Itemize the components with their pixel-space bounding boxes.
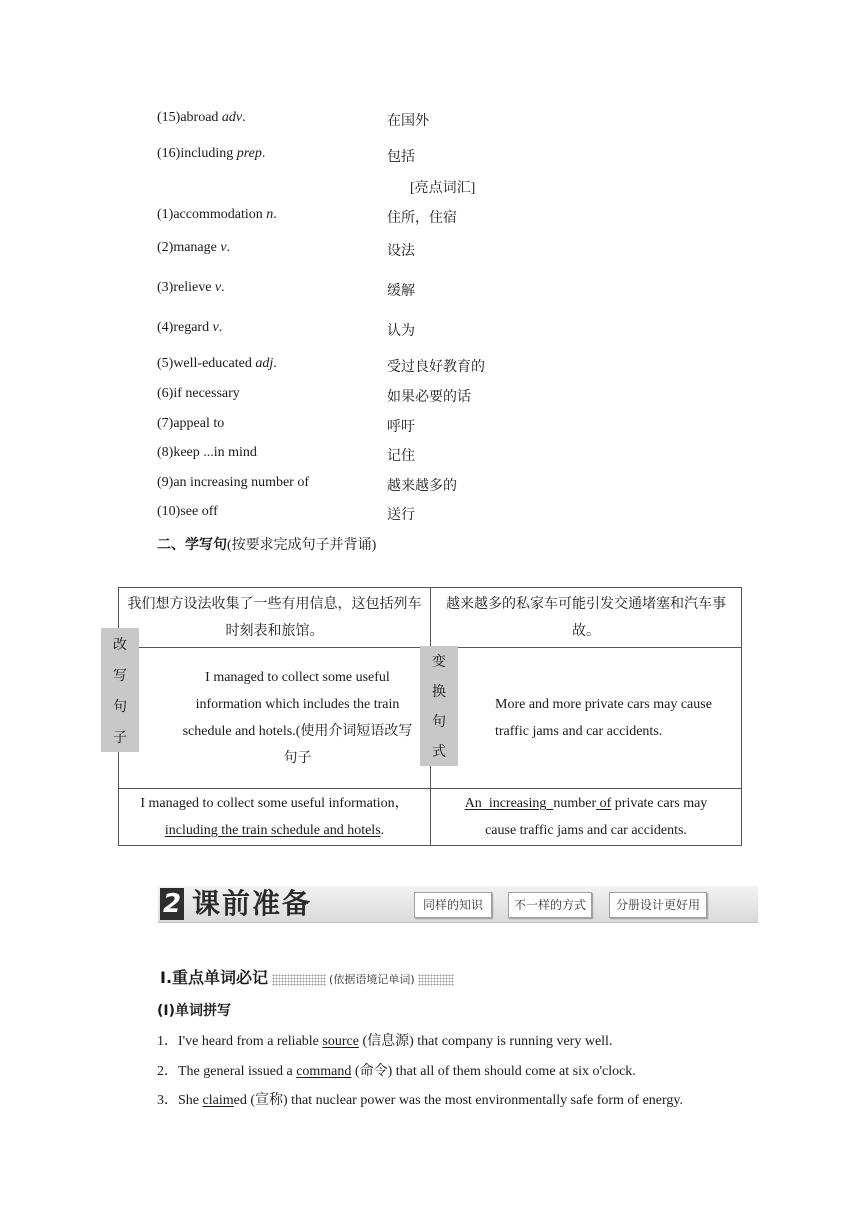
vocab-meaning-16: 包括	[387, 150, 415, 165]
vocab-item: (7)appeal to	[157, 416, 225, 431]
table-cell: 我们想方设法收集了一些有用信息，这包括列车时刻表和旅馆。	[119, 588, 431, 648]
section-banner	[158, 886, 758, 922]
vocab-meaning: 认为	[387, 324, 415, 339]
dotted-decoration	[418, 974, 454, 986]
transform-sentence-tag: 变 换 句 式	[420, 646, 458, 766]
table-cell: I managed to collect some useful information which includes the train schedule and hotels.(使用介词短语改写 句子	[119, 648, 431, 789]
banner-title: 课前准备	[192, 887, 313, 920]
section-heading: 二、学写句(按要求完成句子并背诵)	[157, 537, 377, 553]
table-cell: I managed to collect some useful information， including the train schedule and hotels.	[119, 789, 431, 846]
table-row	[119, 588, 742, 648]
vocab-item: (4)regard v.	[157, 320, 223, 335]
vocab-item: (5)well-educated adj.	[157, 356, 277, 371]
vocab-item: (6)if necessary	[157, 386, 240, 401]
banner-tag: 同样的知识	[414, 892, 492, 918]
vocab-meaning: 如果必要的话	[387, 390, 471, 405]
highlight-vocab-header: [亮点词汇]	[410, 181, 476, 196]
banner-tag: 不一样的方式	[508, 892, 592, 918]
table-cell: An increasing number of private cars may cause traffic jams and car accidents.	[431, 789, 742, 846]
exercise-item: 2．The general issued a command (命令) that all of them should come at six o'clock.	[157, 1064, 636, 1079]
vocab-meaning: 越来越多的	[387, 479, 457, 494]
vocab-meaning: 记住	[387, 449, 415, 464]
vocab-item-16: (16)including prep.	[157, 146, 266, 161]
vocab-item: (9)an increasing number of	[157, 475, 309, 490]
vocab-item: (2)manage v.	[157, 240, 231, 255]
exercise-item: 3．She claimed (宣称) that nuclear power was the most environmentally safe form of energy.	[157, 1093, 684, 1108]
vocab-item: (8)keep ...in mind	[157, 445, 257, 460]
exercise-item: 1．I've heard from a reliable source (信息源) that company is running very well.	[157, 1034, 613, 1049]
vocab-meaning: 住所，住宿	[387, 211, 457, 226]
vocab-meaning: 设法	[387, 244, 415, 259]
vocab-meaning: 受过良好教育的	[387, 360, 485, 375]
sub-heading: (Ⅰ)单词拼写	[157, 1003, 232, 1019]
vocab-meaning: 呼吁	[387, 420, 415, 435]
vocab-item: (3)relieve v.	[157, 280, 225, 295]
vocab-meaning: 送行	[387, 508, 415, 523]
vocab-item: (1)accommodation n.	[157, 207, 277, 222]
part-heading: Ⅰ.重点单词必记 (依据语境记单词)	[160, 965, 454, 988]
section-number-badge: 2	[160, 888, 184, 920]
banner-tag: 分册设计更好用	[609, 892, 707, 918]
vocab-meaning-15: 在国外	[387, 114, 429, 129]
table-row	[119, 789, 742, 846]
vocab-meaning: 缓解	[387, 284, 415, 299]
vocab-item: (10)see off	[157, 504, 218, 519]
rewrite-sentence-tag: 改 写 句 子	[101, 628, 139, 752]
table-cell: 越来越多的私家车可能引发交通堵塞和汽车事故。	[431, 588, 742, 648]
vocab-item-15: (15)abroad adv.	[157, 110, 246, 125]
dotted-decoration	[272, 974, 326, 986]
table-cell: More and more private cars may cause traffic jams and car accidents.	[431, 648, 742, 789]
